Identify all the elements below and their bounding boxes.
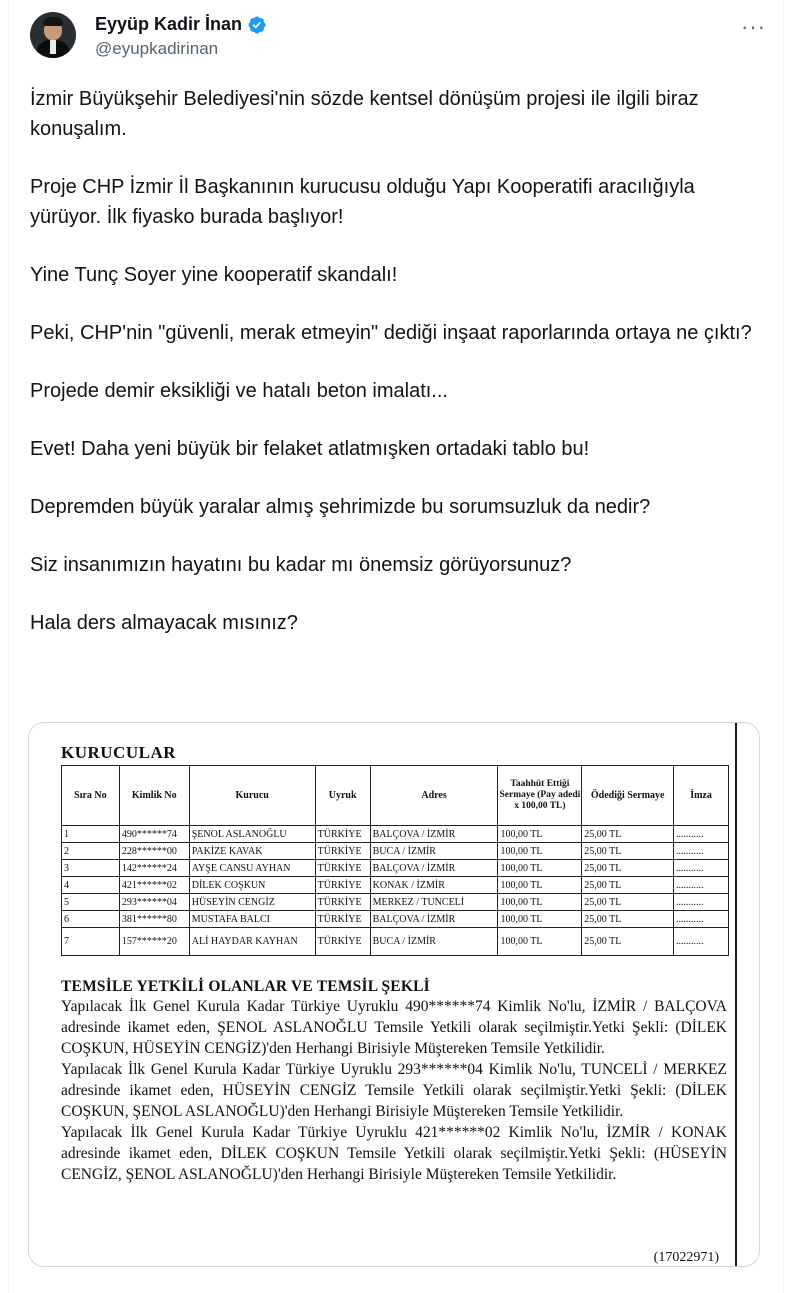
table-header-cell: Kurucu [189,766,315,826]
table-header-cell: Uyruk [315,766,370,826]
table-header-cell: Sıra No [62,766,120,826]
table-cell: 228******00 [119,843,189,860]
table-cell: 381******80 [119,911,189,928]
tweet-paragraph: Proje CHP İzmir İl Başkanının kurucusu olduğu Yapı Kooperatifi aracılığıyla yürüyor. İlk fiyasko burada başlıyor! [30,176,701,228]
table-cell: AYŞE CANSU AYHAN [189,860,315,877]
table-cell: 25,00 TL [582,860,674,877]
table-cell: BALÇOVA / İZMİR [370,826,498,843]
table-header-cell: Taahhüt Ettiği Sermaye (Pay adedi x 100,00 TL) [498,766,582,826]
table-cell: ........... [674,843,729,860]
table-cell: KONAK / İZMİR [370,877,498,894]
table-cell: 293******04 [119,894,189,911]
temsil-title: TEMSİLE YETKİLİ OLANLAR VE TEMSİL ŞEKLİ [61,978,430,995]
table-row [62,877,729,894]
table-cell: HÜSEYİN CENGİZ [189,894,315,911]
table-cell: 100,00 TL [498,843,582,860]
table-header-cell: Adres [370,766,498,826]
kurucular-table [61,765,729,956]
table-cell: 490******74 [119,826,189,843]
table-cell: TÜRKİYE [315,928,370,956]
tweet-paragraph: Yine Tunç Soyer yine kooperatif skandalı! [30,264,398,286]
verified-badge-icon [247,15,267,35]
table-cell: 5 [62,894,120,911]
table-cell: BALÇOVA / İZMİR [370,860,498,877]
table-header-cell: Kimlik No [119,766,189,826]
table-header-row [62,766,729,826]
table-cell: 3 [62,860,120,877]
tweet-paragraph: İzmir Büyükşehir Belediyesi'nin sözde kentsel dönüşüm projesi ile ilgili biraz konuşalım. [30,88,705,140]
table-cell: ........... [674,877,729,894]
table-cell: 421******02 [119,877,189,894]
table-cell: TÜRKİYE [315,860,370,877]
table-cell: BALÇOVA / İZMİR [370,911,498,928]
tweet-paragraph: Projede demir eksikliği ve hatalı beton imalatı... [30,380,448,402]
table-cell: PAKİZE KAVAK [189,843,315,860]
table-cell: 100,00 TL [498,894,582,911]
kurucular-title: KURUCULAR [61,743,176,762]
temsil-paragraph: Yapılacak İlk Genel Kurula Kadar Türkiye Uyruklu 293******04 Kimlik No'lu, TUNCELİ / MERKEZ adresinde ikamet eden, HÜSEYİN CENGİZ Temsile Yetkili olarak seçilmiştir.Yetki Şekli: (DİLEK COŞKUN, ŞENOL ASLANOĞLU)'den Herhangi Birisiyle Müştereken Temsile Yetkilidir. [61,1061,727,1120]
table-cell: 100,00 TL [498,911,582,928]
table-row [62,843,729,860]
document-reference-number: (17022971) [653,1250,719,1265]
table-cell: MUSTAFA BALCI [189,911,315,928]
table-cell: 7 [62,928,120,956]
avatar[interactable] [30,12,76,58]
table-cell: 157******20 [119,928,189,956]
table-cell: 2 [62,843,120,860]
table-cell: 25,00 TL [582,894,674,911]
table-cell: 142******24 [119,860,189,877]
tweet-media-image[interactable] [28,722,760,1267]
table-cell: ........... [674,860,729,877]
table-cell: 25,00 TL [582,877,674,894]
table-row [62,894,729,911]
table-cell: 100,00 TL [498,877,582,894]
temsil-body [61,996,727,1185]
table-header-cell: Ödediği Sermaye [582,766,674,826]
table-cell: 25,00 TL [582,843,674,860]
table-row [62,911,729,928]
table-header-cell: İmza [674,766,729,826]
table-cell: ŞENOL ASLANOĞLU [189,826,315,843]
table-cell: 25,00 TL [582,911,674,928]
tweet-paragraph: Peki, CHP'nin "güvenli, merak etmeyin" dediği inşaat raporlarında ortaya ne çıktı? [30,322,752,344]
table-cell: BUCA / İZMİR [370,928,498,956]
table-cell: ........... [674,928,729,956]
author-name-row[interactable] [95,14,267,35]
tweet-text [30,84,770,666]
tweet-paragraph: Hala ders almayacak mısınız? [30,612,298,634]
table-cell: MERKEZ / TUNCELİ [370,894,498,911]
table-cell: 100,00 TL [498,928,582,956]
table-cell: ........... [674,894,729,911]
table-cell: TÜRKİYE [315,826,370,843]
table-row [62,860,729,877]
table-cell: 6 [62,911,120,928]
table-cell: TÜRKİYE [315,843,370,860]
table-cell: TÜRKİYE [315,911,370,928]
tweet-paragraph: Siz insanımızın hayatını bu kadar mı önemsiz görüyorsunuz? [30,554,572,576]
table-cell: TÜRKİYE [315,877,370,894]
temsil-paragraph: Yapılacak İlk Genel Kurula Kadar Türkiye Uyruklu 421******02 Kimlik No'lu, İZMİR / KONAK adresinde ikamet eden, DİLEK COŞKUN Temsile Yetkili olarak seçilmiştir.Yetki Şekli: (HÜSEYİN CENGİZ, ŞENOL ASLANOĞLU)'den Herhangi Birisiyle Müştereken Temsile Yetkilidir. [61,1124,727,1183]
tweet-paragraph: Depremden büyük yaralar almış şehrimizde bu sorumsuzluk da nedir? [30,496,651,518]
temsil-paragraph: Yapılacak İlk Genel Kurula Kadar Türkiye Uyruklu 490******74 Kimlik No'lu, İZMİR / BALÇOVA adresinde ikamet eden, ŞENOL ASLANOĞLU Temsile Yetkili olarak seçilmiştir.Yetki Şekli: (DİLEK COŞKUN, HÜSEYİN CENGİZ)'den Herhangi Birisiyle Müştereken Temsile Yetkilidir. [61,998,727,1057]
table-cell: 100,00 TL [498,826,582,843]
table-cell: 100,00 TL [498,860,582,877]
tweet-paragraph: Evet! Daha yeni büyük bir felaket atlatmışken ortadaki tablo bu! [30,438,590,460]
table-cell: 25,00 TL [582,826,674,843]
table-cell: BUCA / İZMİR [370,843,498,860]
author-display-name[interactable]: Eyyüp Kadir İnan [95,14,243,34]
table-cell: DİLEK COŞKUN [189,877,315,894]
table-cell: ........... [674,826,729,843]
table-cell: ALİ HAYDAR KAYHAN [189,928,315,956]
table-cell: 1 [62,826,120,843]
table-row [62,928,729,956]
table-cell: 25,00 TL [582,928,674,956]
table-cell: ........... [674,911,729,928]
table-row [62,826,729,843]
author-handle[interactable]: @eyupkadirinan [95,39,219,58]
more-options-icon[interactable]: ··· [741,14,766,39]
tweet-header [30,12,770,68]
document-scan [61,743,751,1185]
table-cell: TÜRKİYE [315,894,370,911]
table-cell: 4 [62,877,120,894]
